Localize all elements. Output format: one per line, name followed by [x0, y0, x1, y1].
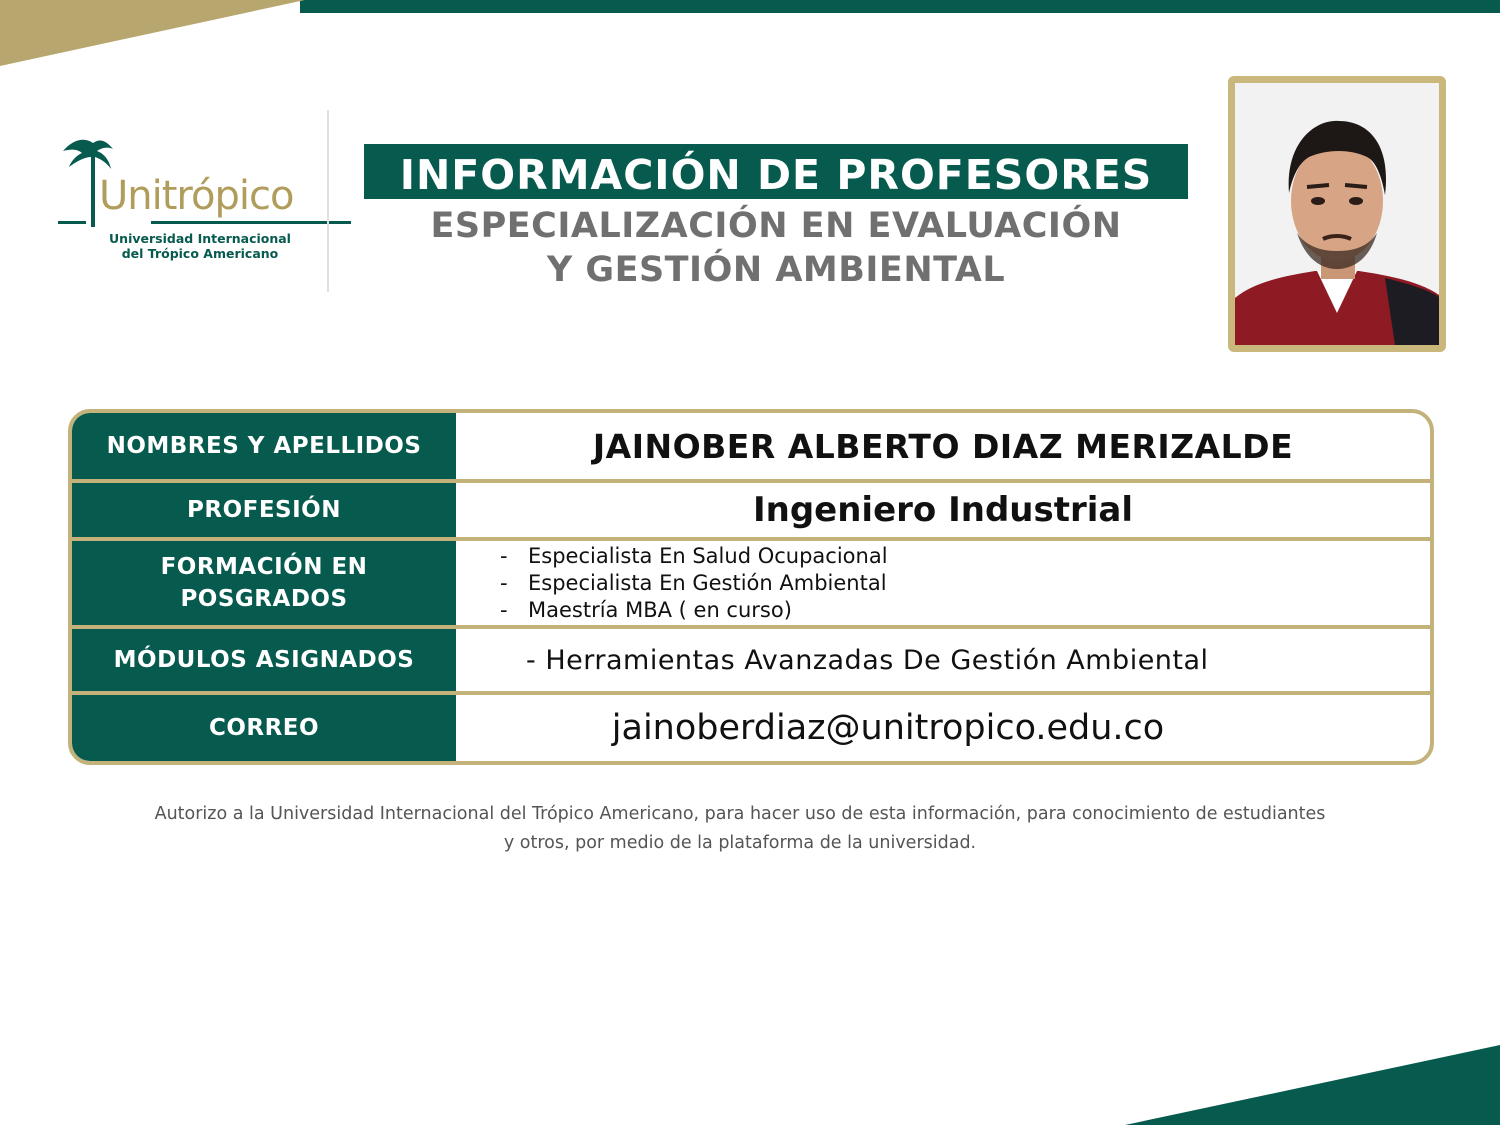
- postgrad-label-line2: POSGRADOS: [180, 586, 348, 612]
- authorization-line1: Autorizo a la Universidad Internacional del Trópico Americano, para hacer uso de esta información, para conocimiento de estudiantes: [154, 804, 1326, 824]
- page-subtitle: [364, 204, 1188, 292]
- table-row-name: [72, 413, 1430, 479]
- logo-rule-left: [58, 221, 86, 224]
- table-row-postgrad: [72, 541, 1430, 625]
- list-item: - Especialista En Gestión Ambiental: [500, 570, 1430, 597]
- list-item: - Especialista En Salud Ocupacional: [500, 543, 1430, 570]
- professor-photo: [1228, 76, 1446, 352]
- professor-info-table: [68, 409, 1434, 765]
- header-divider: [327, 110, 329, 292]
- postgrad-value: [456, 541, 1430, 625]
- modules-label: MÓDULOS ASIGNADOS: [72, 629, 456, 691]
- table-row-modules: [72, 629, 1430, 691]
- logo-rule-right: [151, 221, 351, 224]
- logo-subtitle-line1: Universidad Internacional: [109, 231, 291, 246]
- postgrad-label-line1: FORMACIÓN EN: [160, 554, 368, 580]
- table-row-profession: [72, 483, 1430, 537]
- logo-wordmark: Unitrópico: [99, 173, 294, 219]
- logo-subtitle: [85, 231, 315, 261]
- authorization-line2: y otros, por medio de la plataforma de la universidad.: [503, 833, 977, 853]
- table-row-email: [72, 695, 1430, 761]
- portrait-image: [1235, 83, 1439, 345]
- page-subtitle-line1: ESPECIALIZACIÓN EN EVALUACIÓN: [430, 206, 1122, 246]
- list-item: - Maestría MBA ( en curso): [500, 597, 1430, 624]
- authorization-note: [40, 800, 1440, 858]
- university-logo: [55, 135, 310, 275]
- modules-value: - Herramientas Avanzadas De Gestión Ambiental: [526, 644, 1209, 676]
- email-label: CORREO: [72, 695, 456, 761]
- page-title: INFORMACIÓN DE PROFESORES: [364, 144, 1188, 199]
- profession-label: PROFESIÓN: [72, 483, 456, 537]
- name-value: JAINOBER ALBERTO DIAZ MERIZALDE: [592, 426, 1294, 466]
- postgrad-list: [456, 543, 1430, 624]
- page-subtitle-line2: Y GESTIÓN AMBIENTAL: [546, 250, 1006, 290]
- postgrad-label: [72, 541, 456, 625]
- name-label: NOMBRES Y APELLIDOS: [72, 413, 456, 479]
- logo-subtitle-line2: del Trópico Americano: [121, 246, 279, 261]
- profession-value: Ingeniero Industrial: [752, 490, 1134, 530]
- email-value: jainoberdiaz@unitropico.edu.co: [611, 708, 1165, 748]
